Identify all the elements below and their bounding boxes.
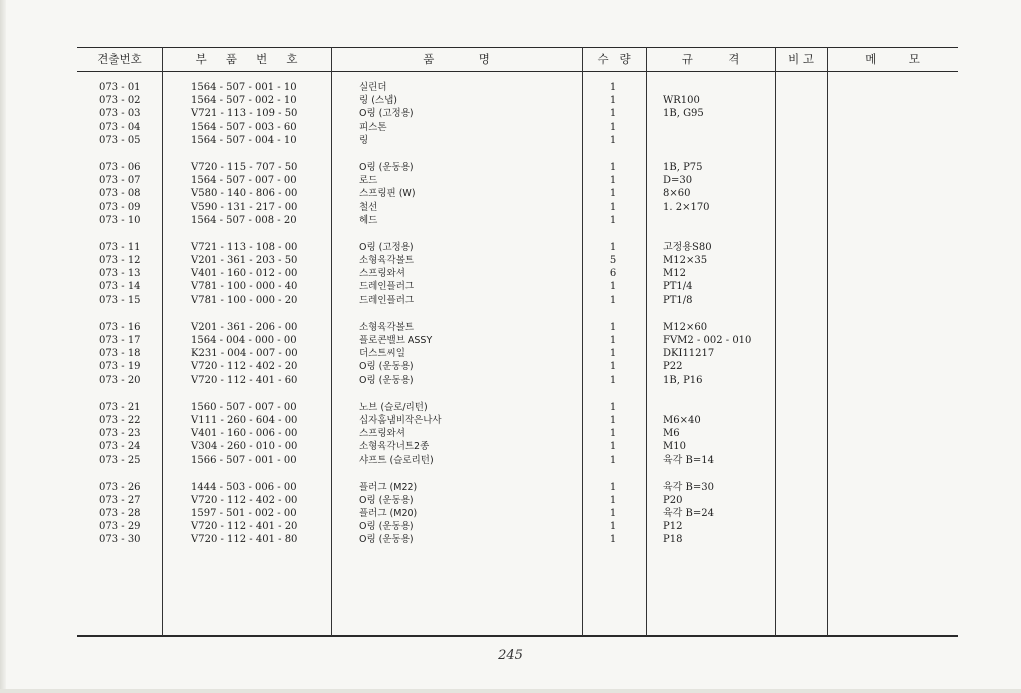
quantity-cell: 1 bbox=[609, 134, 617, 146]
quantity-cell: 1 bbox=[609, 348, 617, 360]
table-row bbox=[77, 94, 958, 107]
part-name-cell: 플러그 (M22) bbox=[359, 481, 418, 493]
row-group bbox=[77, 81, 958, 147]
table-row bbox=[77, 507, 958, 520]
quantity-cell: 1 bbox=[609, 454, 617, 466]
spec-cell: 육각 B=30 bbox=[663, 481, 714, 493]
spec-cell: P20 bbox=[663, 494, 683, 506]
spec-cell: 1. 2×170 bbox=[663, 201, 710, 213]
header-remark-label: 비 고 bbox=[788, 52, 814, 66]
quantity-cell: 1 bbox=[609, 374, 617, 386]
header-remark bbox=[775, 48, 827, 71]
index-no-cell: 073 - 03 bbox=[99, 108, 141, 120]
part-name-cell: 링 bbox=[359, 134, 369, 146]
row-group bbox=[77, 481, 958, 547]
page-binding-edge bbox=[0, 0, 6, 693]
index-no-cell: 073 - 19 bbox=[99, 361, 141, 373]
table-row bbox=[77, 481, 958, 494]
quantity-cell: 1 bbox=[609, 481, 617, 493]
quantity-cell: 1 bbox=[609, 108, 617, 120]
spec-cell: WR100 bbox=[663, 95, 700, 107]
spec-cell: P12 bbox=[663, 521, 683, 533]
page-bottom-edge bbox=[0, 689, 1021, 693]
table-row bbox=[77, 454, 958, 467]
table-row bbox=[77, 360, 958, 373]
header-spec bbox=[646, 48, 775, 71]
index-no-cell: 073 - 25 bbox=[99, 454, 141, 466]
part-no-cell: V781 - 100 - 000 - 20 bbox=[191, 294, 298, 306]
part-no-cell: V720 - 112 - 401 - 20 bbox=[191, 521, 298, 533]
quantity-cell: 1 bbox=[609, 175, 617, 187]
part-name-cell: 드레인플러그 bbox=[359, 281, 415, 293]
index-no-cell: 073 - 17 bbox=[99, 335, 141, 346]
spec-cell: M6×40 bbox=[663, 414, 701, 426]
part-no-cell: V720 - 112 - 402 - 00 bbox=[191, 494, 298, 506]
table-row bbox=[77, 107, 958, 120]
page-number: 245 bbox=[498, 648, 523, 663]
header-part-no-char: 번 bbox=[256, 52, 268, 66]
index-no-cell: 073 - 26 bbox=[99, 481, 141, 493]
spec-cell: M12×35 bbox=[663, 255, 708, 267]
part-name-cell: 더스트씨일 bbox=[359, 348, 405, 360]
table-header-rule bbox=[77, 71, 958, 72]
part-no-cell: 1564 - 004 - 000 - 00 bbox=[191, 335, 297, 346]
row-group bbox=[77, 241, 958, 307]
spec-cell: 고정용S80 bbox=[663, 241, 712, 253]
spec-cell: P18 bbox=[663, 534, 683, 546]
quantity-cell: 1 bbox=[609, 161, 617, 173]
quantity-cell: 1 bbox=[609, 441, 617, 453]
header-index-no-label: 견출번호 bbox=[97, 52, 142, 66]
index-no-cell: 073 - 11 bbox=[99, 241, 141, 253]
index-no-cell: 073 - 04 bbox=[99, 121, 141, 133]
part-name-cell: O링 (운동용) bbox=[359, 521, 414, 533]
part-no-cell: V721 - 113 - 109 - 50 bbox=[191, 108, 298, 120]
header-part-name-char: 명 bbox=[478, 52, 490, 66]
header-spec-char: 규 bbox=[681, 52, 693, 66]
header-memo bbox=[827, 48, 958, 71]
part-no-cell: 1564 - 507 - 004 - 10 bbox=[191, 134, 297, 146]
part-no-cell: 1564 - 507 - 008 - 20 bbox=[191, 214, 297, 226]
table-row bbox=[77, 294, 958, 307]
quantity-cell: 5 bbox=[609, 255, 617, 267]
part-name-cell: 피스톤 bbox=[359, 121, 387, 133]
quantity-cell: 6 bbox=[609, 268, 617, 280]
spec-cell: 1B, G95 bbox=[663, 108, 704, 120]
part-no-cell: V304 - 260 - 010 - 00 bbox=[191, 441, 298, 453]
part-name-cell: O링 (운동용) bbox=[359, 534, 414, 546]
index-no-cell: 073 - 10 bbox=[99, 214, 141, 226]
index-no-cell: 073 - 08 bbox=[99, 188, 141, 200]
table-row bbox=[77, 187, 958, 200]
part-no-cell: V201 - 361 - 206 - 00 bbox=[191, 321, 298, 333]
index-no-cell: 073 - 23 bbox=[99, 428, 141, 440]
row-group bbox=[77, 401, 958, 467]
part-no-cell: 1564 - 507 - 003 - 60 bbox=[191, 121, 297, 133]
quantity-cell: 1 bbox=[609, 214, 617, 226]
spec-cell: M10 bbox=[663, 441, 686, 453]
table-row bbox=[77, 374, 958, 387]
part-no-cell: V111 - 260 - 604 - 00 bbox=[191, 414, 298, 426]
index-no-cell: 073 - 24 bbox=[99, 441, 141, 453]
table-row bbox=[77, 401, 958, 414]
table-row bbox=[77, 214, 958, 227]
index-no-cell: 073 - 05 bbox=[99, 134, 141, 146]
index-no-cell: 073 - 20 bbox=[99, 374, 141, 386]
part-name-cell: 실린더 bbox=[359, 82, 387, 93]
index-no-cell: 073 - 01 bbox=[99, 82, 141, 93]
index-no-cell: 073 - 12 bbox=[99, 255, 141, 267]
quantity-cell: 1 bbox=[609, 508, 617, 520]
quantity-cell: 1 bbox=[609, 201, 617, 213]
header-spec-char: 격 bbox=[728, 52, 740, 66]
index-no-cell: 073 - 22 bbox=[99, 414, 141, 426]
header-part-no-char: 부 bbox=[195, 52, 207, 66]
part-name-cell: O링 (고정용) bbox=[359, 108, 414, 120]
header-index-no bbox=[77, 48, 162, 71]
index-no-cell: 073 - 02 bbox=[99, 95, 141, 107]
header-quantity-char: 량 bbox=[619, 52, 631, 66]
part-name-cell: 노브 (슬로/리턴) bbox=[359, 401, 428, 413]
part-no-cell: 1564 - 507 - 007 - 00 bbox=[191, 175, 297, 187]
part-name-cell: 샤프트 (슬로리턴) bbox=[359, 454, 434, 466]
header-part-no-char: 품 bbox=[225, 52, 237, 66]
part-no-cell: 1566 - 507 - 001 - 00 bbox=[191, 454, 297, 466]
index-no-cell: 073 - 16 bbox=[99, 321, 141, 333]
quantity-cell: 1 bbox=[609, 121, 617, 133]
quantity-cell: 1 bbox=[609, 534, 617, 546]
header-part-no-char: 호 bbox=[286, 52, 298, 66]
spec-cell: PT1/4 bbox=[663, 281, 693, 293]
table-row bbox=[77, 520, 958, 533]
spec-cell: M6 bbox=[663, 428, 680, 440]
part-no-cell: K231 - 004 - 007 - 00 bbox=[191, 348, 298, 360]
quantity-cell: 1 bbox=[609, 401, 617, 413]
table-row bbox=[77, 161, 958, 174]
table-row bbox=[77, 494, 958, 507]
table-row bbox=[77, 280, 958, 293]
part-no-cell: 1597 - 501 - 002 - 00 bbox=[191, 508, 297, 520]
index-no-cell: 073 - 21 bbox=[99, 401, 141, 413]
table-row bbox=[77, 440, 958, 453]
part-no-cell: 1444 - 503 - 006 - 00 bbox=[191, 481, 297, 493]
spec-cell: 1B, P16 bbox=[663, 374, 703, 386]
quantity-cell: 1 bbox=[609, 494, 617, 506]
header-quantity-char: 수 bbox=[597, 52, 609, 66]
index-no-cell: 073 - 28 bbox=[99, 508, 141, 520]
quantity-cell: 1 bbox=[609, 321, 617, 333]
part-name-cell: 스프링와셔 bbox=[359, 268, 405, 280]
spec-cell: 육각 B=14 bbox=[663, 454, 714, 466]
table-header bbox=[77, 48, 958, 71]
table-row bbox=[77, 201, 958, 214]
part-no-cell: V201 - 361 - 203 - 50 bbox=[191, 255, 298, 267]
index-no-cell: 073 - 13 bbox=[99, 268, 141, 280]
part-no-cell: V720 - 115 - 707 - 50 bbox=[191, 161, 298, 173]
part-name-cell: O링 (운동용) bbox=[359, 361, 414, 373]
row-group bbox=[77, 321, 958, 387]
part-name-cell: 플로콘밸브 ASSY bbox=[359, 335, 433, 346]
header-memo-char: 모 bbox=[908, 52, 920, 66]
part-no-cell: V720 - 112 - 402 - 20 bbox=[191, 361, 298, 373]
index-no-cell: 073 - 18 bbox=[99, 348, 141, 360]
part-name-cell: O링 (고정용) bbox=[359, 241, 414, 253]
part-name-cell: 로드 bbox=[359, 175, 378, 187]
part-name-cell: 플러그 (M20) bbox=[359, 508, 418, 520]
quantity-cell: 1 bbox=[609, 281, 617, 293]
header-part-no bbox=[162, 48, 331, 71]
part-name-cell: 드레인플러그 bbox=[359, 294, 415, 306]
table-row bbox=[77, 81, 958, 94]
table-row bbox=[77, 134, 958, 147]
index-no-cell: 073 - 15 bbox=[99, 294, 141, 306]
part-name-cell: 링 (스냅) bbox=[359, 95, 397, 107]
spec-cell: FVM2 - 002 - 010 bbox=[663, 335, 752, 346]
part-no-cell: 1564 - 507 - 002 - 10 bbox=[191, 95, 297, 107]
index-no-cell: 073 - 14 bbox=[99, 281, 141, 293]
index-no-cell: 073 - 29 bbox=[99, 521, 141, 533]
header-part-name bbox=[331, 48, 582, 71]
part-no-cell: V781 - 100 - 000 - 40 bbox=[191, 281, 298, 293]
table-row bbox=[77, 121, 958, 134]
header-memo-char: 메 bbox=[865, 52, 877, 66]
quantity-cell: 1 bbox=[609, 95, 617, 107]
index-no-cell: 073 - 06 bbox=[99, 161, 141, 173]
quantity-cell: 1 bbox=[609, 335, 617, 346]
header-quantity bbox=[582, 48, 646, 71]
row-group bbox=[77, 161, 958, 227]
quantity-cell: 1 bbox=[609, 521, 617, 533]
part-name-cell: 소형육각볼트 bbox=[359, 321, 415, 333]
part-no-cell: V580 - 140 - 806 - 00 bbox=[191, 188, 298, 200]
index-no-cell: 073 - 30 bbox=[99, 534, 141, 546]
part-no-cell: 1560 - 507 - 007 - 00 bbox=[191, 401, 297, 413]
table-row bbox=[77, 334, 958, 347]
table-row bbox=[77, 321, 958, 334]
part-no-cell: V720 - 112 - 401 - 60 bbox=[191, 374, 298, 386]
table-row bbox=[77, 414, 958, 427]
table-row bbox=[77, 427, 958, 440]
header-part-name-char: 품 bbox=[423, 52, 435, 66]
part-no-cell: 1564 - 507 - 001 - 10 bbox=[191, 82, 297, 93]
quantity-cell: 1 bbox=[609, 82, 617, 93]
quantity-cell: 1 bbox=[609, 414, 617, 426]
part-name-cell: 스프링핀 (W) bbox=[359, 188, 416, 200]
quantity-cell: 1 bbox=[609, 361, 617, 373]
spec-cell: 8×60 bbox=[663, 188, 691, 200]
index-no-cell: 073 - 07 bbox=[99, 175, 141, 187]
quantity-cell: 1 bbox=[609, 294, 617, 306]
spec-cell: D=30 bbox=[663, 175, 693, 187]
quantity-cell: 1 bbox=[609, 428, 617, 440]
table-row bbox=[77, 347, 958, 360]
table-bottom-rule bbox=[77, 635, 958, 637]
quantity-cell: 1 bbox=[609, 241, 617, 253]
parts-table bbox=[77, 47, 958, 637]
spec-cell: PT1/8 bbox=[663, 294, 693, 306]
spec-cell: M12 bbox=[663, 268, 686, 280]
quantity-cell: 1 bbox=[609, 188, 617, 200]
part-name-cell: 소형육각너트2종 bbox=[359, 441, 430, 453]
table-row bbox=[77, 533, 958, 546]
table-row bbox=[77, 254, 958, 267]
table-body bbox=[77, 81, 958, 561]
part-name-cell: 소형육각볼트 bbox=[359, 255, 415, 267]
part-name-cell: 십자홈냄비작은나사 bbox=[359, 414, 442, 426]
part-name-cell: O링 (운동용) bbox=[359, 374, 414, 386]
spec-cell: 육각 B=24 bbox=[663, 508, 714, 520]
part-no-cell: V721 - 113 - 108 - 00 bbox=[191, 241, 298, 253]
spec-cell: 1B, P75 bbox=[663, 161, 703, 173]
part-no-cell: V401 - 160 - 012 - 00 bbox=[191, 268, 298, 280]
spec-cell: P22 bbox=[663, 361, 683, 373]
part-no-cell: V720 - 112 - 401 - 80 bbox=[191, 534, 298, 546]
part-name-cell: 헤드 bbox=[359, 214, 378, 226]
table-row bbox=[77, 267, 958, 280]
index-no-cell: 073 - 27 bbox=[99, 494, 141, 506]
part-no-cell: V590 - 131 - 217 - 00 bbox=[191, 201, 298, 213]
spec-cell: M12×60 bbox=[663, 321, 708, 333]
spec-cell: DKI11217 bbox=[663, 348, 715, 360]
part-name-cell: O링 (운동용) bbox=[359, 494, 414, 506]
index-no-cell: 073 - 09 bbox=[99, 201, 141, 213]
part-name-cell: 철선 bbox=[359, 201, 378, 213]
part-no-cell: V401 - 160 - 006 - 00 bbox=[191, 428, 298, 440]
table-row bbox=[77, 241, 958, 254]
part-name-cell: O링 (운동용) bbox=[359, 161, 414, 173]
part-name-cell: 스프링와셔 bbox=[359, 428, 405, 440]
table-row bbox=[77, 174, 958, 187]
